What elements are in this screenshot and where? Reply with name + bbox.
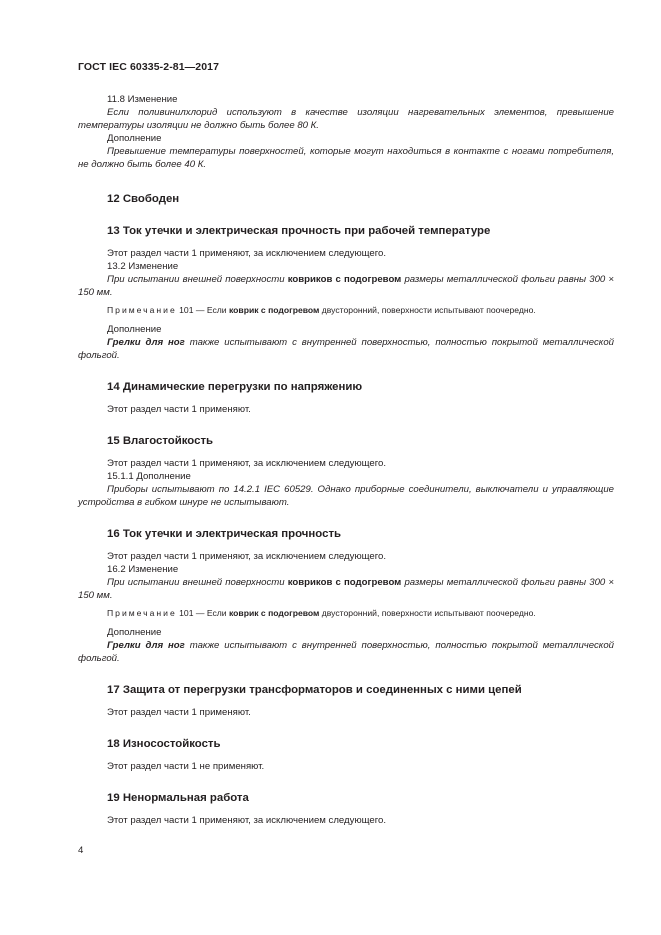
section-18-intro: Этот раздел части 1 не применяют.	[107, 761, 265, 772]
clause-13-2-note-bold: коврик с подогревом	[228, 305, 320, 315]
clause-13-2-note-label: Примечание	[107, 305, 177, 315]
clause-16-2-note-a: 101 — Если	[176, 608, 229, 618]
clause-16-2-addition-text	[78, 639, 614, 665]
clause-16-2-addition-rest: также испытывают с внутренней поверхностью, полностью покрытой металлической фольгой.	[78, 640, 614, 664]
document-body	[78, 93, 614, 827]
clause-13-2-addition-rest: также испытывают с внутренней поверхностью, полностью покрытой металлической фольгой.	[78, 337, 614, 361]
clause-13-2-text	[78, 273, 614, 299]
clause-11-8-label: 11.8 Изменение	[107, 94, 178, 105]
clause-13-2-text-bold: ковриков с подогревом	[287, 274, 402, 285]
section-18-heading: 18 Износостойкость	[107, 738, 221, 750]
section-15-intro: Этот раздел части 1 применяют, за исключением следующего.	[107, 458, 387, 469]
clause-16-2-note-b: двусторонний, поверхности испытывают поочередно.	[319, 608, 536, 618]
section-17-heading: 17 Защита от перегрузки трансформаторов и соединенных с ними цепей	[107, 684, 522, 696]
clause-15-1-1-text: Приборы испытывают по 14.2.1 IEC 60529. Однако приборные соединители, выключатели и управляющие устройства в гибком шнуре не испытывают.	[78, 484, 614, 508]
clause-16-2-text-bold: ковриков с подогревом	[287, 577, 402, 588]
clause-13-2-addition-text	[78, 336, 614, 362]
clause-16-2-note	[78, 607, 614, 619]
clause-16-2-addition-bold: Грелки для ног	[107, 640, 185, 651]
section-19-heading: 19 Ненормальная работа	[107, 792, 249, 804]
clause-13-2-note-a: 101 — Если	[176, 305, 229, 315]
section-19-intro: Этот раздел части 1 применяют, за исключением следующего.	[107, 815, 387, 826]
clause-13-2-note-b: двусторонний, поверхности испытывают поочередно.	[319, 305, 536, 315]
section-14-intro: Этот раздел части 1 применяют.	[107, 404, 251, 415]
section-12-heading: 12 Свободен	[107, 193, 180, 205]
clause-16-2-text-a: При испытании внешней поверхности	[107, 577, 288, 588]
clause-11-8-text: Если поливинилхлорид используют в качестве изоляции нагревательных элементов, превышение температуры изоляции не должно быть более 80 К.	[78, 107, 614, 131]
section-13-heading: 13 Ток утечки и электрическая прочность при рабочей температуре	[107, 225, 491, 237]
section-16-intro: Этот раздел части 1 применяют, за исключением следующего.	[107, 551, 387, 562]
clause-16-2-text	[78, 576, 614, 602]
clause-16-2-note-label: Примечание	[107, 608, 177, 618]
clause-16-2-label: 16.2 Изменение	[107, 564, 179, 575]
clause-15-1-1-label: 15.1.1 Дополнение	[107, 471, 191, 482]
clause-13-2-note	[78, 304, 614, 316]
section-13-intro: Этот раздел части 1 применяют, за исключением следующего.	[107, 248, 387, 259]
clause-11-8-addition-text: Превышение температуры поверхностей, которые могут находиться в контакте с ногами потребителя, не должно быть более 40 К.	[78, 146, 614, 170]
clause-13-2-text-a: При испытании внешней поверхности	[107, 274, 288, 285]
clause-13-2-addition-bold: Грелки для ног	[107, 337, 185, 348]
clause-13-2-label: 13.2 Изменение	[107, 261, 179, 272]
section-15-heading: 15 Влагостойкость	[107, 435, 214, 447]
document-header: ГОСТ IEC 60335-2-81—2017	[78, 61, 220, 73]
clause-16-2-text-b: размеры металлической фольги равны 300 × 150 мм.	[78, 577, 615, 601]
clause-16-2-addition-label: Дополнение	[107, 627, 162, 638]
clause-16-2-note-bold: коврик с подогревом	[228, 608, 320, 618]
page-number: 4	[78, 845, 84, 856]
clause-13-2-text-b: размеры металлической фольги равны 300 × 150 мм.	[78, 274, 615, 298]
clause-13-2-addition-label: Дополнение	[107, 324, 162, 335]
section-17-intro: Этот раздел части 1 применяют.	[107, 707, 251, 718]
section-16-heading: 16 Ток утечки и электрическая прочность	[107, 528, 342, 540]
clause-11-8-addition-label: Дополнение	[107, 133, 162, 144]
section-14-heading: 14 Динамические перегрузки по напряжению	[107, 381, 363, 393]
